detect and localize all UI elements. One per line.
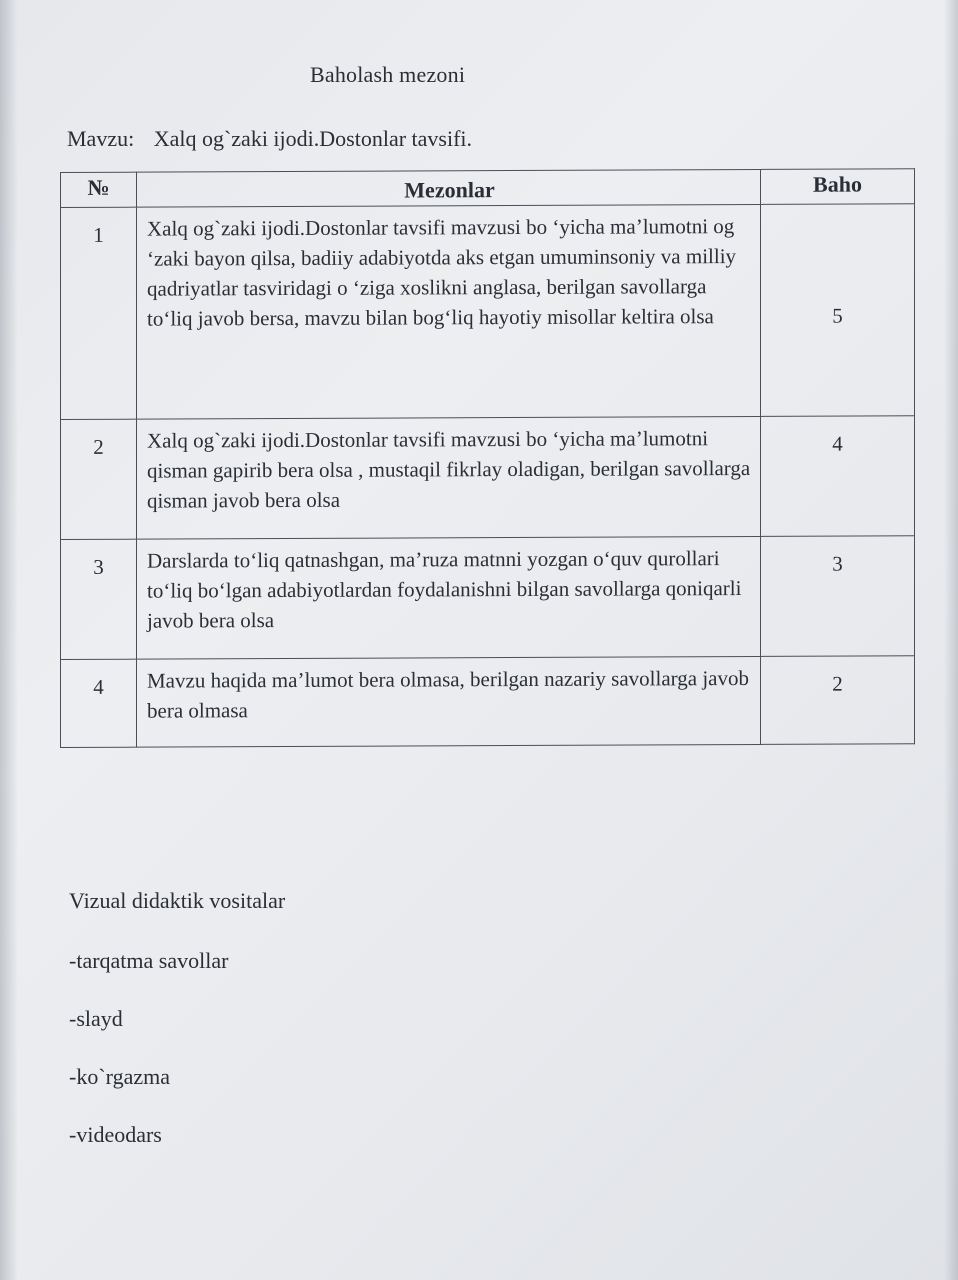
table-row bbox=[61, 656, 915, 748]
row-number: 1 bbox=[61, 207, 137, 419]
topic-label: Mavzu: bbox=[67, 126, 135, 151]
topic-value: Xalq og`zaki ijodi.Dostonlar tavsifi. bbox=[153, 126, 473, 151]
row-criteria bbox=[137, 204, 761, 419]
row-criteria bbox=[137, 536, 761, 659]
table-row bbox=[61, 416, 915, 540]
page-edge-shadow-right bbox=[944, 0, 958, 1280]
row-grade: 2 bbox=[761, 656, 915, 745]
list-item: -tarqatma savollar bbox=[69, 948, 229, 973]
header-number: № bbox=[61, 172, 137, 207]
document-title: Baholash mezoni bbox=[310, 62, 466, 87]
row-number: 4 bbox=[61, 659, 137, 747]
row-grade: 4 bbox=[761, 416, 915, 537]
table-row bbox=[61, 204, 915, 420]
list-item: -slayd bbox=[69, 1006, 123, 1031]
table-row bbox=[61, 536, 915, 660]
list-item: -ko`rgazma bbox=[69, 1064, 170, 1089]
row-criteria bbox=[137, 416, 761, 539]
criteria-text: Xalq og`zaki ijodi.Dostonlar tavsifi mavzusi bo ‘yicha ma’lumotni og ‘zaki bayon qilsa, badiiy adabiyotda aks etgan umuminsoniy va milliy qadriyatlar tasviridagi o ‘ziga xoslikni anglasa, berilgan savollarga to‘liq javob bersa, mavzu bilan bog‘liq hayotiy misollar keltira olsa bbox=[147, 214, 737, 331]
page-edge-shadow-left bbox=[0, 0, 18, 1280]
row-criteria bbox=[137, 656, 761, 747]
list-item: -videodars bbox=[69, 1122, 162, 1147]
criteria-text: Darslarda to‘liq qatnashgan, ma’ruza matnni yozgan o‘quv qurollari to‘liq bo‘lgan adabiyotlardan foydalanishni bilgan savollarga qoniqarli javob bera olsa bbox=[147, 546, 742, 633]
topic-line bbox=[67, 126, 472, 152]
row-number: 2 bbox=[61, 419, 137, 539]
header-criteria: Mezonlar bbox=[137, 169, 761, 207]
visual-aids-list bbox=[69, 946, 228, 1178]
table-header-row bbox=[61, 169, 915, 208]
row-grade: 5 bbox=[761, 204, 915, 417]
grading-criteria-table bbox=[60, 168, 915, 748]
criteria-text: Xalq og`zaki ijodi.Dostonlar tavsifi mavzusi bo ‘yicha ma’lumotni qisman gapirib bera olsa , mustaqil fikrlay oladigan, berilgan savollarga qisman javob bera olsa bbox=[147, 426, 751, 513]
criteria-text: Mavzu haqida ma’lumot bera olmasa, berilgan nazariy savollarga javob bera olmasa bbox=[147, 665, 749, 723]
header-grade: Baho bbox=[761, 169, 915, 205]
row-number: 3 bbox=[61, 539, 137, 659]
visual-aids-heading: Vizual didaktik vositalar bbox=[69, 888, 286, 913]
row-grade: 3 bbox=[761, 536, 915, 657]
